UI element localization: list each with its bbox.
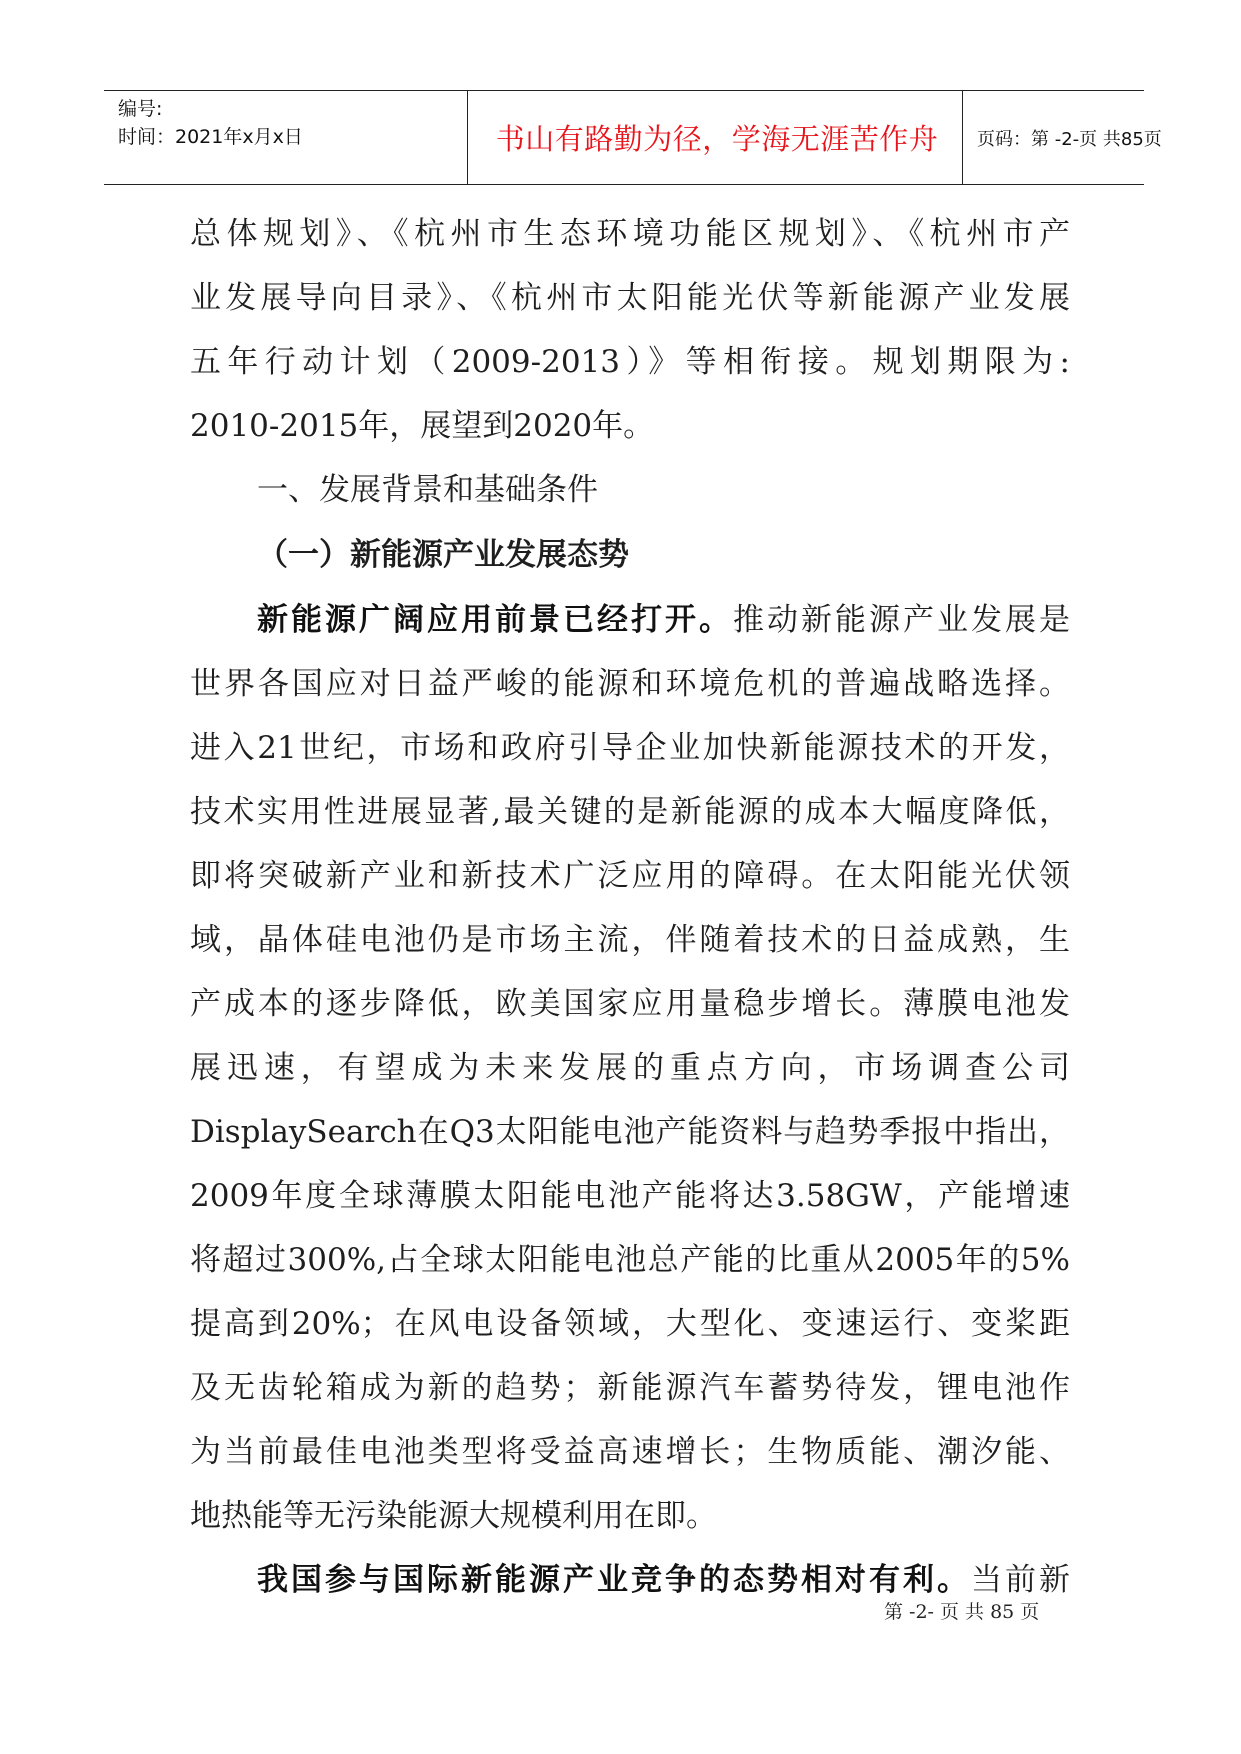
paragraph-first-line <box>257 600 1070 640</box>
body-line: DisplaySearch在Q3太阳能电池产能资料与趋势季报中指出， <box>190 1114 1070 1150</box>
paragraph-lead: 我国参与国际新能源产业竞争的态势相对有利。 <box>257 1562 971 1598</box>
body-line: 技术实用性进展显著,最关键的是新能源的成本大幅度降低， <box>190 794 1070 830</box>
header-meta <box>118 95 468 151</box>
body-line: 2009年度全球薄膜太阳能电池产能将达3.58GW，产能增速 <box>190 1178 1070 1214</box>
body-line: 五年行动计划（2009-2013）》等相衔接。规划期限为: <box>190 344 1070 380</box>
body-line: 业发展导向目录》、《杭州市太阳能光伏等新能源产业发展 <box>190 280 1070 316</box>
page-header <box>104 90 1162 185</box>
body-line: 域，晶体硅电池仍是市场主流，伴随着技术的日益成熟，生 <box>190 922 1070 958</box>
body-line: 即将突破新产业和新技术广泛应用的障碍。在太阳能光伏领 <box>190 858 1070 894</box>
header-divider <box>467 91 468 184</box>
body-line: 提高到20%；在风电设备领域，大型化、变速运行、变桨距 <box>190 1306 1070 1342</box>
paragraph-text: 推动新能源产业发展是 <box>733 602 1070 638</box>
paragraph-first-line <box>257 1560 1070 1600</box>
body-line: 进入21世纪，市场和政府引导企业加快新能源技术的开发， <box>190 730 1070 766</box>
paragraph-text: 当前新 <box>971 1562 1070 1598</box>
subsection-heading: （一）新能源产业发展态势 <box>257 537 629 573</box>
document-time-label: 时间：2021年x月x日 <box>118 126 303 148</box>
body-line: 2010-2015年，展望到2020年。 <box>190 408 655 444</box>
document-number-label: 编号: <box>118 98 163 120</box>
body-line: 总体规划》、《杭州市生态环境功能区规划》、《杭州市产 <box>190 216 1070 252</box>
header-motto: 书山有路勤为径，学海无涯苦作舟 <box>495 122 939 156</box>
body-line: 产成本的逐步降低，欧美国家应用量稳步增长。薄膜电池发 <box>190 986 1070 1022</box>
body-line: 及无齿轮箱成为新的趋势；新能源汽车蓄势待发，锂电池作 <box>190 1370 1070 1406</box>
body-line: 展迅速，有望成为未来发展的重点方向，市场调查公司 <box>190 1050 1070 1086</box>
header-divider <box>962 91 963 184</box>
page-footer: 第 -2- 页 共 85 页 <box>884 1601 1040 1623</box>
section-heading: 一、发展背景和基础条件 <box>257 472 598 508</box>
body-line: 地热能等无污染能源大规模利用在即。 <box>190 1498 717 1534</box>
paragraph-lead: 新能源广阔应用前景已经打开。 <box>257 602 733 638</box>
body-line: 将超过300%,占全球太阳能电池总产能的比重从2005年的5% <box>190 1242 1070 1278</box>
body-line: 为当前最佳电池类型将受益高速增长；生物质能、潮汐能、 <box>190 1434 1070 1470</box>
body-line: 世界各国应对日益严峻的能源和环境危机的普遍战略选择。 <box>190 666 1070 702</box>
header-page-code: 页码：第 -2-页 共85页 <box>977 128 1162 150</box>
